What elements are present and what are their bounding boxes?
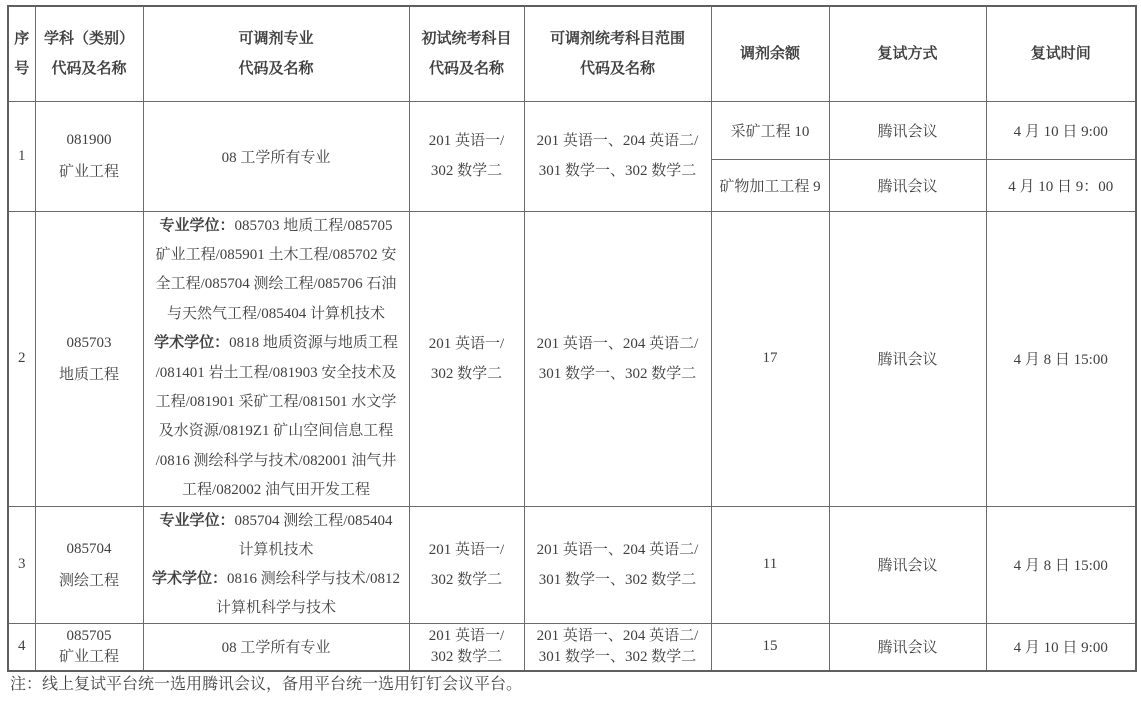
range-line: 201 英语一、204 英语二/	[536, 627, 699, 644]
method-value: 腾讯会议	[877, 123, 938, 140]
header-line: 可调剂专业	[238, 30, 314, 47]
subject-name: 矿业工程	[58, 164, 119, 180]
cell-quota	[711, 159, 829, 211]
cell-time	[986, 506, 1136, 623]
column-header-time	[986, 6, 1136, 101]
quota-value: 采矿工程 10	[730, 123, 810, 140]
cell-majors	[143, 101, 409, 211]
header-line: 代码及名称	[428, 60, 504, 77]
degree-type-label: 专业学位：	[159, 512, 235, 529]
column-header-method	[829, 6, 986, 101]
cell-seq	[8, 101, 35, 211]
seq-number: 2	[18, 350, 26, 367]
exam-line: 302 数学二	[430, 571, 503, 588]
cell-method	[829, 159, 986, 211]
exam-line: 302 数学二	[430, 365, 503, 382]
majors-text: 085703 地质工程/085705	[234, 217, 393, 234]
cell-time	[986, 623, 1136, 671]
seq-number: 3	[18, 556, 26, 573]
cell-method	[829, 506, 986, 623]
column-header-range	[524, 6, 711, 101]
degree-type-label: 专业学位：	[159, 217, 235, 234]
time-value: 4 月 8 日 15:00	[1013, 352, 1108, 369]
cell-method	[829, 101, 986, 159]
header-line: 序	[14, 30, 30, 47]
majors-line: 工程/081901 采矿工程/081501 水文学	[155, 393, 397, 410]
time-value: 4 月 10 日 9:00	[1013, 123, 1108, 140]
method-value: 腾讯会议	[877, 178, 938, 195]
majors-line	[144, 329, 409, 358]
majors-line: 计算机技术	[238, 541, 314, 558]
cell-time	[986, 211, 1136, 506]
subject-code: 085704	[66, 540, 112, 557]
seq-number: 1	[18, 147, 26, 164]
column-header-quota	[711, 6, 829, 101]
cell-exam	[409, 506, 524, 623]
cell-quota	[711, 101, 829, 159]
degree-type-label: 学术学位：	[154, 335, 230, 352]
header-line: 可调剂统考科目范围	[549, 30, 685, 47]
method-value: 腾讯会议	[877, 352, 938, 369]
column-header-seq	[8, 6, 35, 101]
majors-line: /081401 岩土工程/081903 安全技术及	[155, 364, 397, 381]
cell-seq	[8, 211, 35, 506]
cell-quota	[711, 211, 829, 506]
range-line: 301 数学一、302 数学二	[538, 365, 697, 382]
subject-code: 085705	[66, 627, 112, 644]
majors-line: 计算机科学与技术	[215, 599, 336, 616]
cell-range	[524, 211, 711, 506]
range-line: 201 英语一、204 英语二/	[536, 335, 699, 352]
cell-majors	[143, 211, 409, 506]
footnote: 注：线上复试平台统一选用腾讯会议，备用平台统一选用钉钉会议平台。	[10, 676, 523, 693]
exam-line: 201 英语一/	[428, 335, 505, 352]
majors-line: 及水资源/0819Z1 矿山空间信息工程	[158, 423, 394, 440]
table-row	[8, 623, 1136, 671]
cell-range	[524, 506, 711, 623]
cell-exam	[409, 211, 524, 506]
majors-line: 全工程/085704 测绘工程/085706 石油	[155, 276, 397, 293]
majors-line: 工程/082002 油气田开发工程	[182, 482, 370, 499]
majors-line	[144, 212, 409, 241]
subject-name: 测绘工程	[58, 572, 119, 589]
header-line: 复试方式	[877, 45, 938, 62]
majors-line: 08 工学所有专业	[221, 149, 331, 166]
adjustment-table	[7, 5, 1137, 672]
cell-method	[829, 623, 986, 671]
majors-text: 0816 测绘科学与技术/0812	[227, 570, 400, 587]
cell-method	[829, 211, 986, 506]
table-row	[8, 506, 1136, 623]
header-line: 复试时间	[1030, 45, 1091, 62]
range-line: 301 数学一、302 数学二	[538, 648, 697, 665]
seq-number: 4	[18, 638, 26, 655]
exam-line: 302 数学二	[430, 163, 503, 179]
header-line: 代码及名称	[238, 60, 314, 77]
cell-quota	[711, 623, 829, 671]
cell-quota	[711, 506, 829, 623]
time-value: 4 月 8 日 15:00	[1013, 558, 1108, 575]
header-line: 号	[14, 60, 30, 77]
cell-time	[986, 159, 1136, 211]
exam-line: 201 英语一/	[428, 133, 505, 149]
majors-text: 0818 地质资源与地质工程	[229, 335, 398, 352]
exam-line: 201 英语一/	[428, 627, 505, 644]
cell-subject	[35, 623, 143, 671]
header-line: 调剂余额	[739, 45, 800, 62]
cell-exam	[409, 623, 524, 671]
quota-value: 矿物加工工程 9	[719, 178, 821, 195]
range-line: 201 英语一、204 英语二/	[536, 541, 699, 558]
cell-subject	[35, 211, 143, 506]
exam-line: 201 英语一/	[428, 541, 505, 558]
majors-text: 085704 测绘工程/085404	[234, 512, 393, 529]
subject-name: 地质工程	[58, 366, 119, 383]
quota-value: 11	[762, 556, 778, 573]
column-header-majors	[143, 6, 409, 101]
range-line: 201 英语一、204 英语二/	[536, 133, 699, 149]
quota-value: 17	[762, 350, 778, 367]
degree-type-label: 学术学位：	[152, 570, 228, 587]
column-header-subject	[35, 6, 143, 101]
range-line: 301 数学一、302 数学二	[538, 163, 697, 179]
subject-code: 081900	[66, 132, 112, 148]
method-value: 腾讯会议	[877, 640, 938, 657]
cell-subject	[35, 506, 143, 623]
cell-seq	[8, 506, 35, 623]
cell-exam	[409, 101, 524, 211]
time-value: 4 月 10 日 9:00	[1013, 640, 1108, 657]
header-line: 代码及名称	[579, 60, 655, 77]
majors-line: /0816 测绘科学与技术/082001 油气井	[155, 452, 397, 469]
subject-code: 085703	[66, 334, 112, 351]
cell-seq	[8, 623, 35, 671]
method-value: 腾讯会议	[877, 558, 938, 575]
subject-name: 矿业工程	[58, 648, 119, 665]
majors-line: 与天然气工程/085404 计算机技术	[167, 305, 385, 322]
majors-line	[144, 565, 409, 594]
cell-majors	[143, 623, 409, 671]
table-row	[8, 101, 1136, 159]
cell-range	[524, 101, 711, 211]
range-line: 301 数学一、302 数学二	[538, 571, 697, 588]
time-value: 4 月 10 日 9：00	[1008, 178, 1114, 195]
cell-subject	[35, 101, 143, 211]
majors-line	[144, 507, 409, 536]
header-line: 学科（类别）	[43, 30, 134, 47]
exam-line: 302 数学二	[430, 648, 503, 665]
table-row	[8, 211, 1136, 506]
quota-value: 15	[762, 638, 778, 655]
column-header-exam	[409, 6, 524, 101]
header-row	[8, 6, 1136, 101]
cell-time	[986, 101, 1136, 159]
majors-line: 08 工学所有专业	[221, 640, 331, 657]
cell-majors	[143, 506, 409, 623]
header-line: 代码及名称	[51, 60, 127, 77]
majors-line: 矿业工程/085901 土木工程/085702 安	[155, 246, 397, 263]
cell-range	[524, 623, 711, 671]
header-line: 初试统考科目	[421, 30, 512, 47]
